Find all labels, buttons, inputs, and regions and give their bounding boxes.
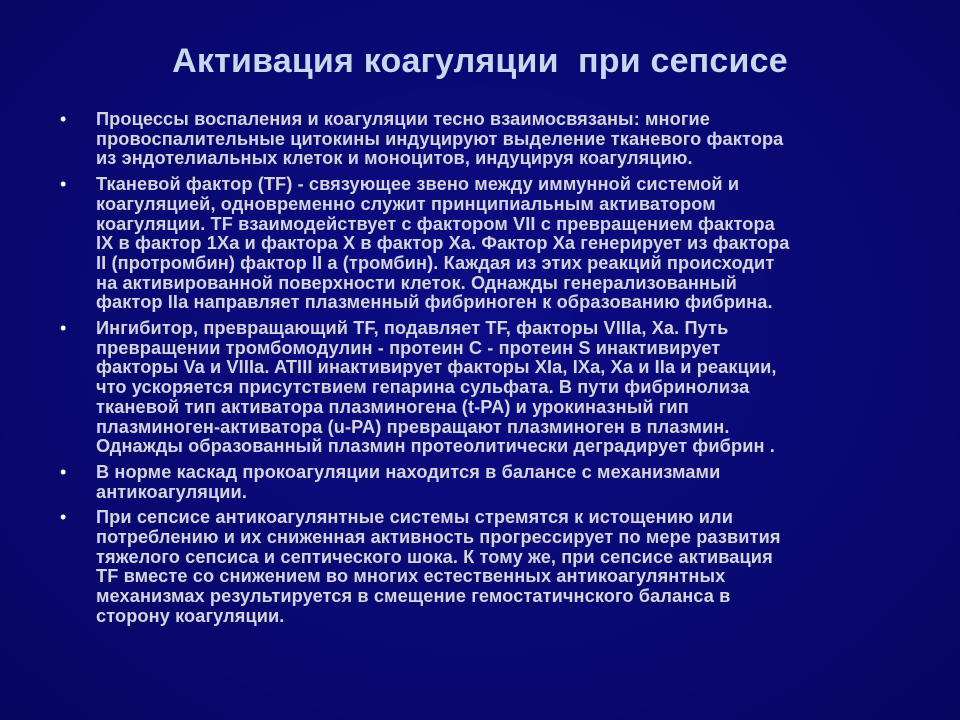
bullet-icon: • xyxy=(60,109,67,129)
slide-title: Активация коагуляции при сепсисе xyxy=(172,42,788,80)
bullet-text: Процессы воспаления и коагуляции тесно взаимосвязаны: многие провоспалительные цитокины индуцируют выделение тканевого фактора из эндотелиальных клеток и моноцитов, индуцируя коагуляцию. xyxy=(96,109,784,169)
bullet-item-3 xyxy=(60,319,910,457)
bullet-icon: • xyxy=(60,318,67,339)
bullet-icon: • xyxy=(60,507,67,528)
bullet-icon: • xyxy=(60,461,67,482)
bullet-item-5 xyxy=(60,508,910,626)
bullet-list xyxy=(60,110,910,633)
bullet-text: В норме каскад прокоагуляции находится в балансе с механизмами антикоагуляции. xyxy=(96,461,721,502)
bullet-text: Ингибитор, превращающий TF, подавляет TF, факторы VIIIa, Xa. Путь превращении тромбомодулин - протеин С - протеин S инактивирует факторы Va и VIIIa. ATIII инактивирует факторы XIa, IXa, Xa и IIa и реакции, что ускоряется присутствием гепарина сульфата. В пути фибринолиза тканевой тип активатора плазминогена (t-PA) и урокиназный гип плазминоген-активатора (u-PA) превращают плазминоген в плазмин. Однажды образованный плазмин протеолитически деградирует фибрин . xyxy=(96,318,777,457)
bullet-icon: • xyxy=(60,174,67,195)
bullet-item-2 xyxy=(60,175,910,313)
bullet-item-4 xyxy=(60,463,910,502)
bullet-item-1 xyxy=(60,110,910,169)
bullet-text: При сепсисе антикоагулянтные системы стремятся к истощению или потреблению и их сниженная активность прогрессирует по мере развития тяжелого сепсиса и септического шока. К тому же, при сепсисе активация TF вместе со снижением во многих естественных антикоагулянтных механизмах результируется в смещение гемостатичнского баланса в сторону коагуляции. xyxy=(96,507,781,626)
bullet-text: Тканевой фактор (TF) - связующее звено между иммунной системой и коагуляцией, одновременно служит принципиальным активатором коагуляции. TF взаимодействует с фактором VII с превращением фактора IX в фактор 1Ха и фактора Х в фактор Ха. Фактор Ха генерирует из фактора II (протромбин) фактор II a (тромбин). Каждая из этих реакций происходит на активированной поверхности клеток. Однажды генерализованный фактор IIa направляет плазменный фибриноген к образованию фибрина. xyxy=(96,174,790,313)
